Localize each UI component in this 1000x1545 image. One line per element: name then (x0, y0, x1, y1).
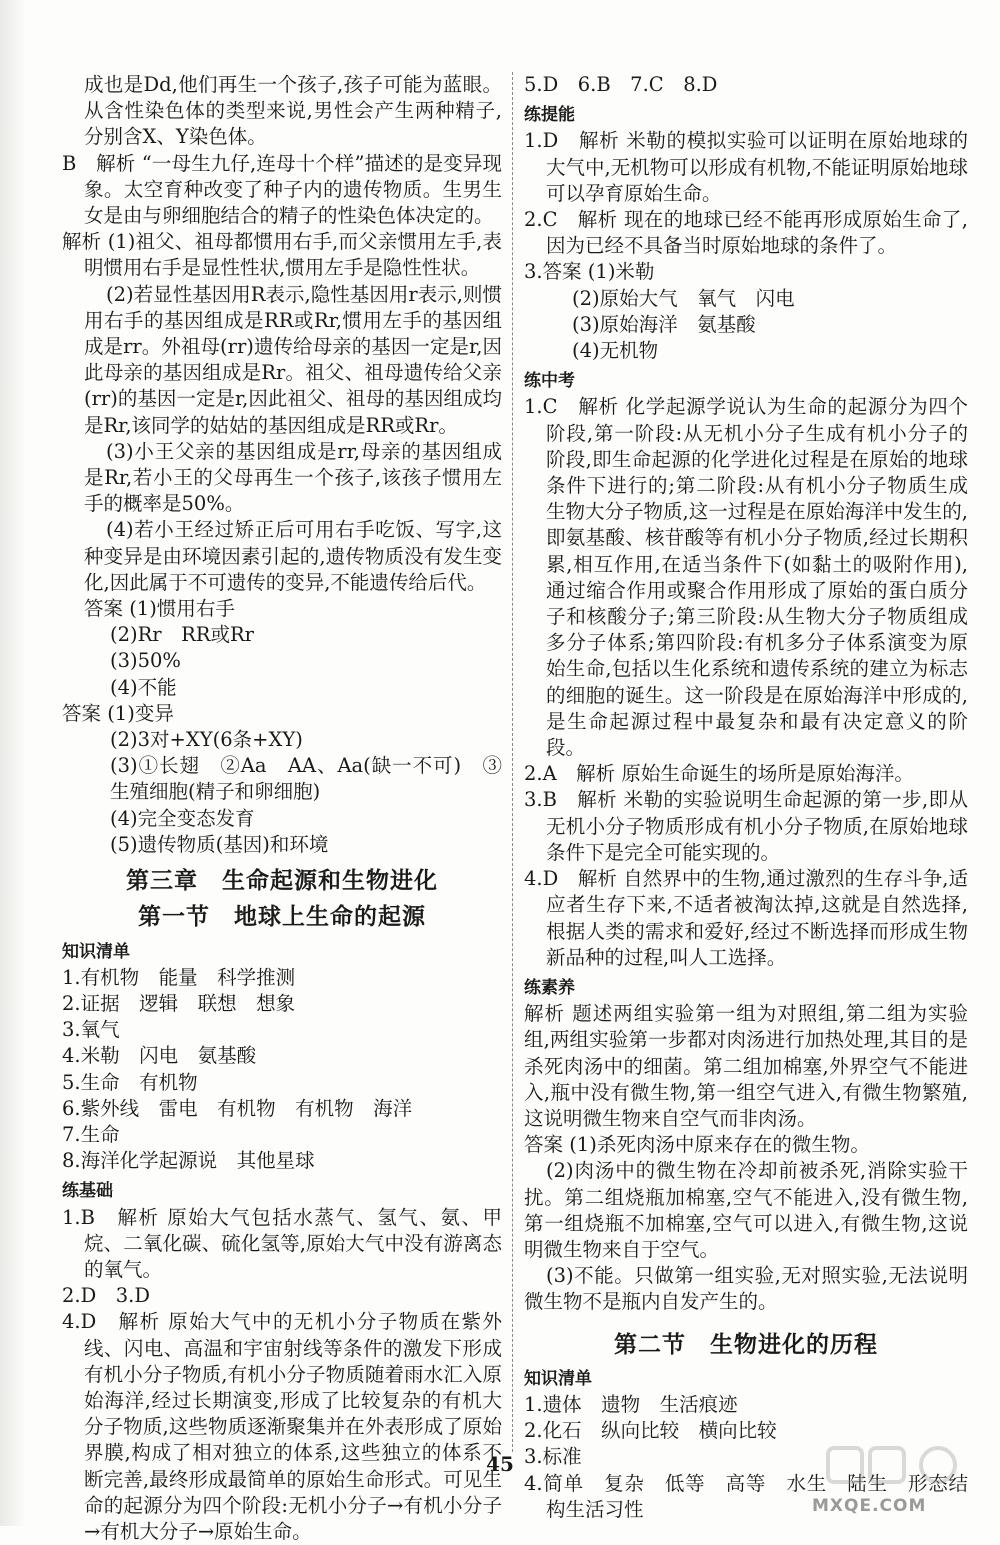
basic-question-2-3: 2.D 3.D (62, 1284, 150, 1308)
skill-question-1: 1.D 解析 米勒的模拟实验可以证明在原始地球的大气中,无机物可以形成有机物,不能证明原始地球可以孕育原始生命。 (524, 129, 968, 205)
question-5-text: B 解析 “一母生九仔,连母十个样”描述的是变异现象。太空育种改变了种子内的遗传物质。生男生女是由与卵细胞结合的精子的性染色体决定的。 (62, 151, 502, 228)
question-7-answer-4: (4)完全变态发育 (110, 806, 255, 830)
knowledge2-item-1: 1.遗体 遗物 生活痕迹 (524, 1392, 738, 1416)
knowledge-list-heading: 知识清单 (62, 941, 130, 962)
right-column (524, 72, 968, 1523)
knowledge-item-2: 2.证据 逻辑 联想 想象 (62, 991, 296, 1015)
skill-question-3-answer-4: (4)无机物 (572, 339, 659, 363)
skill-question-3-answer-1: 3.答案 (1)米勒 (524, 260, 655, 284)
question-6-answer-3: (3)50% (110, 649, 181, 673)
knowledge2-item-3: 3.标准 (524, 1445, 582, 1469)
question-6-part2: (2)若显性基因用R表示,隐性基因用r表示,则惯用右手的基因组成是RR或Rr,惯用左手的基因组成是rr。外祖母(rr)遗传给母亲的基因一定是r,因此母亲的基因组成是Rr。祖父、祖母遗传给父亲(rr)的基因一定是r,因此祖父、祖母的基因组成均是Rr,该同学的姑姑的基因组成是RR或Rr。 (84, 282, 502, 437)
basic-question-1: 1.B 解析 原始大气包括水蒸气、氢气、氨、甲烷、二氧化碳、硫化氢等,原始大气中没有游离态的氧气。 (62, 1205, 502, 1281)
knowledge-item-7: 7.生命 (62, 1122, 120, 1146)
knowledge2-item-4: 4.简单 复杂 低等 高等 水生 陆生 形态结构生活习性 (524, 1471, 968, 1521)
question-7-answer-2: (2)3对+XY(6条+XY) (110, 728, 303, 752)
chapter-title: 第三章 生命起源和生物进化 (126, 868, 438, 895)
exam-question-3: 3.B 解析 米勒的实验说明生命起源的第一步,即从无机小分子物质形成有机小分子物质,在原始地球条件下是完全可能实现的。 (524, 788, 968, 864)
question-6-answer-4: (4)不能 (110, 675, 177, 699)
question-7-answer-1: 答案 (1)变异 (62, 701, 174, 725)
question-6-answer-1: 答案 (1)惯用右手 (84, 597, 235, 621)
literacy-analysis: 解析 题述两组实验第一组为对照组,第二组为实验组,两组实验第一步都对肉汤进行加热处理,其目的是杀死肉汤中的细菌。第二组加棉塞,外界空气不能进入,瓶中没有微生物,第一组空气进入,有微生物繁殖,这说明微生物来自空气而非肉汤。 (524, 1002, 968, 1130)
page-edge-shadow (0, 0, 26, 1526)
page-number: 45 (486, 1452, 514, 1476)
exam-question-4: 4.D 解析 自然界中的生物,通过激烈的生存斗争,适应者生存下来,不适者被淘汰掉,这就是自然选择,根据人类的需求和爱好,经过不断选择而形成生物新品种的过程,叫人工选择。 (524, 867, 968, 969)
skill-question-3-answer-3: (3)原始海洋 氨基酸 (572, 312, 756, 336)
question-6-part1: 解析 (1)祖父、祖母都惯用右手,而父亲惯用左手,表明惯用右手是显性性状,惯用左手是隐性性状。 (62, 230, 502, 280)
question-6-part4: (4)若小王经过矫正后可用右手吃饭、写字,这种变异是由环境因素引起的,遗传物质没有发生变化,因此属于不可遗传的变异,不能遗传给后代。 (84, 518, 502, 594)
question-7-answer-3: (3)①长翅 ②Aa AA、Aa(缺一不可) ③生殖细胞(精子和卵细胞) (110, 754, 502, 804)
skill-question-2: 2.C 解析 现在的地球已经不能再形成原始生命了,因为已经不具备当时原始地球的条件了。 (524, 208, 968, 258)
continued-paragraph: 成也是Dd,他们再生一个孩子,孩子可能为蓝眼。从含性染色体的类型来说,男性会产生两种精子,分别含X、Y染色体。 (84, 73, 502, 149)
basic-question-4: 4.D 解析 原始大气中的无机小分子物质在紫外线、闪电、高温和宇宙射线等条件的激发下形成有机小分子物质,有机小分子物质随着雨水汇入原始海洋,经过长期演变,形成了比较复杂的有机大分子物质,这些物质逐渐聚集并在外表形成了原始界膜,构成了相对独立的体系,这些独立的体系不断完善,最终形成最简单的原始生命形式。可见生命的起源分为四个阶段:无机小分子→有机小分子→有机大分子→原始生命。 (62, 1310, 502, 1543)
literacy-answer-3: (3)不能。只做第一组实验,无对照实验,无法说明微生物不是瓶内自发产生的。 (524, 1264, 968, 1314)
literacy-answer-2: (2)肉汤中的微生物在冷却前被杀死,消除实验干扰。第二组烧瓶加棉塞,空气不能进入,没有微生物,第一组烧瓶不加棉塞,空气可以进入,有微生物,这说明微生物来自于空气。 (524, 1159, 968, 1261)
exam-question-1: 1.C 解析 化学起源学说认为生命的起源分为四个阶段,第一阶段:从无机小分子生成有机小分子的阶段,即生命起源的化学进化过程是在原始的地球条件下进行的;第二阶段:从有机小分子物质生成生物大分子物质,这一过程是在原始海洋中发生的,即氨基酸、核苷酸等有机小分子物质,经过长期积累,相互作用,在适当条件下(如黏土的吸附作用),通过缩合作用或聚合作用形成了原始的蛋白质分子和核酸分子;第三阶段:从生物大分子物质组成多分子体系;第四阶段:有机多分子体系演变为原始生命,包括以生化系统和遗传系统的建立为标志的细胞的诞生。这一阶段是在原始海洋中形成的,是生命起源过程中最复杂和最有决定意义的阶段。 (524, 395, 968, 760)
knowledge-list-heading-2: 知识清单 (524, 1368, 592, 1389)
literacy-answer-1: 答案 (1)杀死肉汤中原来存在的微生物。 (524, 1133, 870, 1157)
column-divider (512, 72, 513, 1452)
knowledge-item-3: 3.氧气 (62, 1018, 120, 1042)
knowledge-item-5: 5.生命 有机物 (62, 1070, 198, 1094)
question-6-part3: (3)小王父亲的基因组成是rr,母亲的基因组成是Rr,若小王的父母再生一个孩子,该孩子惯用左手的概率是50%。 (84, 439, 502, 516)
knowledge-item-4: 4.米勒 闪电 氨基酸 (62, 1044, 257, 1068)
literacy-practice-heading: 练素养 (524, 977, 575, 998)
knowledge2-item-2: 2.化石 纵向比较 横向比较 (524, 1419, 777, 1443)
question-7-answer-5: (5)遗传物质(基因)和环境 (110, 832, 329, 856)
knowledge-item-6: 6.紫外线 雷电 有机物 有机物 海洋 (62, 1096, 413, 1120)
section-title-2: 第二节 生物进化的历程 (614, 1331, 878, 1358)
basic-practice-heading: 练基础 (62, 1181, 113, 1202)
section-title-1: 第一节 地球上生命的起源 (138, 904, 426, 931)
left-column (62, 72, 502, 1545)
skill-practice-heading: 练提能 (524, 105, 575, 126)
knowledge-item-8: 8.海洋化学起源说 其他星球 (62, 1149, 315, 1173)
question-6-answer-2: (2)Rr RR或Rr (110, 623, 254, 647)
knowledge-item-1: 1.有机物 能量 科学推测 (62, 965, 296, 989)
exam-practice-heading: 练中考 (524, 371, 575, 392)
exam-question-2: 2.A 解析 原始生命诞生的场所是原始海洋。 (524, 762, 914, 786)
answers-5-8: 5.D 6.B 7.C 8.D (524, 73, 718, 96)
watermark-text: MXQE.COM (812, 1496, 927, 1516)
skill-question-3-answer-2: (2)原始大气 氧气 闪电 (572, 286, 795, 310)
